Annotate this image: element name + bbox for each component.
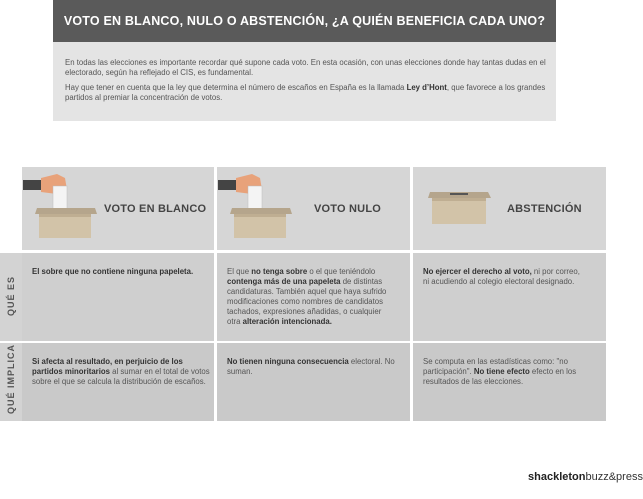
ballot-box-hand-icon bbox=[23, 172, 98, 244]
column-title-nulo: VOTO NULO bbox=[314, 203, 381, 215]
text-abstencion-implica: Se computa en las estadísticas como: "no participación". No tiene efecto efecto en los resultados de las elecciones. bbox=[423, 357, 577, 386]
text-nulo-que-es: El que no tenga sobre o el que teniéndolo contenga más de una papeleta de distintas candidaturas. También aquel que haya sufrido modificaciones como nombres de candidatos tachados, expresiones añadidas, o cualquier otra alteración intencionada. bbox=[227, 267, 387, 326]
intro-paragraph-1: En todas las elecciones es importante recordar qué supone cada voto. En esta ocasión, con unas elecciones donde hay tantas dudas en el electorado, según ha reflejado el CIS, es fundamental. bbox=[65, 58, 546, 77]
intro-box bbox=[53, 42, 556, 121]
ballot-box-icon bbox=[428, 186, 494, 230]
que-es-label: QUÉ ES bbox=[6, 276, 16, 317]
ballot-box-hand-icon bbox=[218, 172, 293, 244]
text-abstencion-que-es: No ejercer el derecho al voto, ni por correo, ni acudiendo al colegio electoral designado. bbox=[423, 267, 580, 286]
title-text: VOTO EN BLANCO, NULO O ABSTENCIÓN, ¿A QUIÉN BENEFICIA CADA UNO? bbox=[63, 14, 546, 28]
intro-paragraph-2: Hay que tener en cuenta que la ley que determina el número de escaños en España es la llamada Ley d’Hont, que favorece a los grandes partidos al premiar la concentración de votos. bbox=[65, 83, 546, 102]
infographic-title bbox=[53, 0, 556, 42]
cell-nulo-implica bbox=[217, 343, 410, 421]
column-title-abstencion: ABSTENCIÓN bbox=[507, 203, 582, 215]
que-implica-label: QUÉ IMPLICA bbox=[6, 343, 16, 414]
text-blanco-que-es: El sobre que no contiene ninguna papeleta. bbox=[32, 267, 194, 276]
text-blanco-implica: Si afecta al resultado, en perjuicio de los partidos minoritarios al sumar en el total de votos sobre el que se calcula la distribución de escaños. bbox=[32, 357, 210, 386]
column-title-blanco: VOTO EN BLANCO bbox=[104, 203, 207, 215]
text-nulo-implica: No tienen ninguna consecuencia electoral. No suman. bbox=[227, 357, 395, 376]
brand-logo: shackletonbuzz&press bbox=[528, 471, 643, 483]
law-name: Ley d’Hont bbox=[406, 83, 447, 92]
